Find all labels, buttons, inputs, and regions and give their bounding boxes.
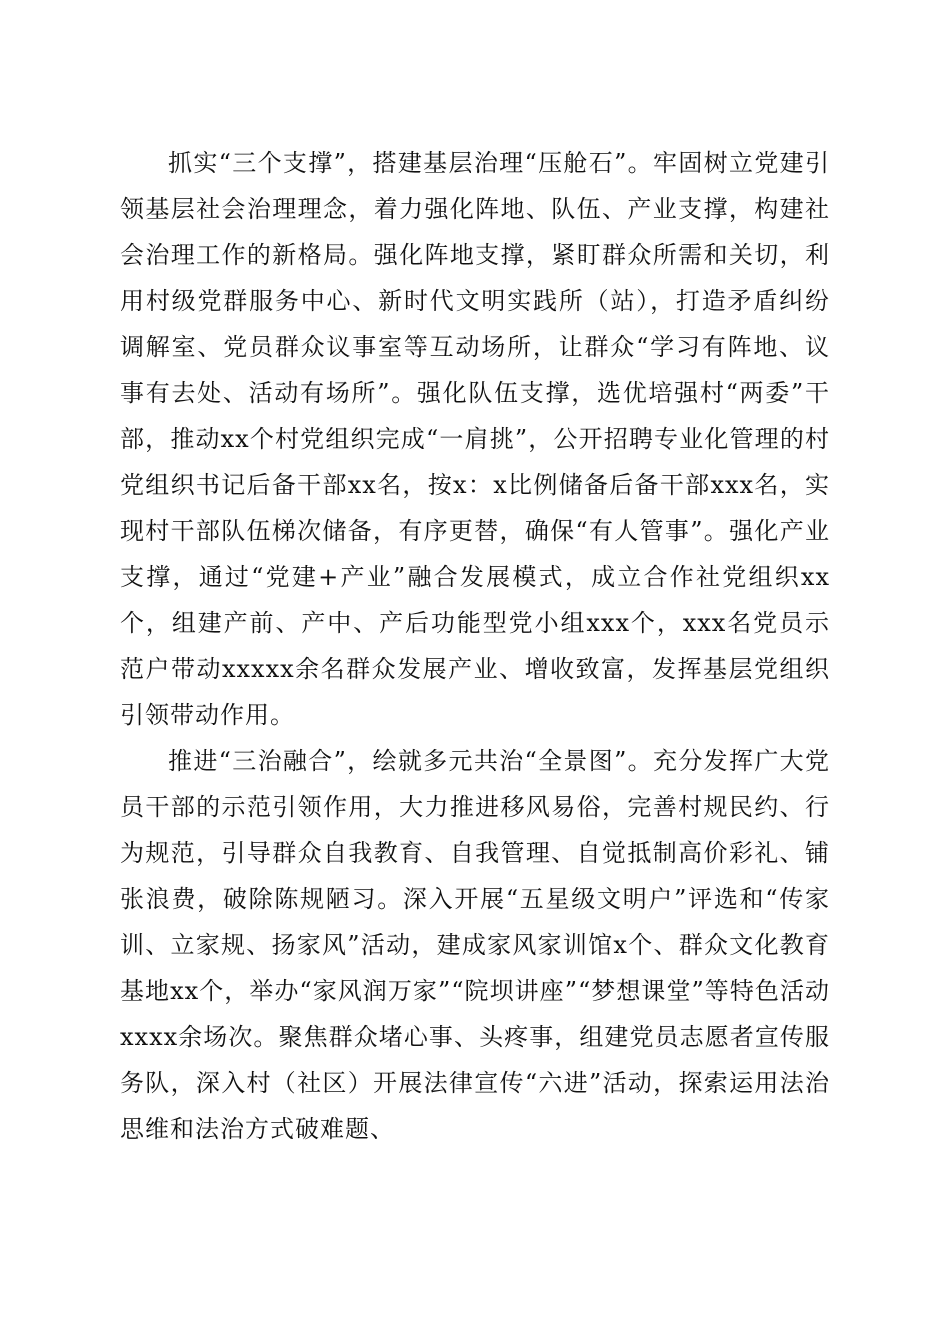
paragraph-three-supports: 抓实“三个支撑”，搭建基层治理“压舱石”。牢固树立党建引领基层社会治理理念，着力强化阵地、队伍、产业支撑，构建社会治理工作的新格局。强化阵地支撑，紧盯群众所需和关切，利用村级党群服务中心、新时代文明实践所（站），打造矛盾纠纷调解室、党员群众议事室等互动场所，让群众“学习有阵地、议事有去处、活动有场所”。强化队伍支撑，选优培强村“两委”干部，推动xx个村党组织完成“一肩挑”，公开招聘专业化管理的村党组织书记后备干部xx名，按x：x比例储备后备干部xxx名，实现村干部队伍梯次储备，有序更替，确保“有人管事”。强化产业支撑，通过“党建+产业”融合发展模式，成立合作社党组织xx个，组建产前、产中、产后功能型党小组xxx个，xxx名党员示范户带动xxxxx余名群众发展产业、增收致富，发挥基层党组织引领带动作用。 (120, 149, 830, 729)
paragraph-three-governance: 推进“三治融合”，绘就多元共治“全景图”。充分发挥广大党员干部的示范引领作用，大力推进移风易俗，完善村规民约、行为规范，引导群众自我教育、自我管理、自觉抵制高价彩礼、铺张浪费，破除陈规陋习。深入开展“五星级文明户”评选和“传家训、立家规、扬家风”活动，建成家风家训馆x个、群众文化教育基地xx个，举办“家风润万家”“院坝讲座”“梦想课堂”等特色活动xxxx余场次。聚焦群众堵心事、头疼事，组建党员志愿者宣传服务队，深入村（社区）开展法律宣传“六进”活动，探索运用法治思维和法治方式破难题、 (120, 747, 830, 1143)
document-body (120, 140, 830, 1152)
